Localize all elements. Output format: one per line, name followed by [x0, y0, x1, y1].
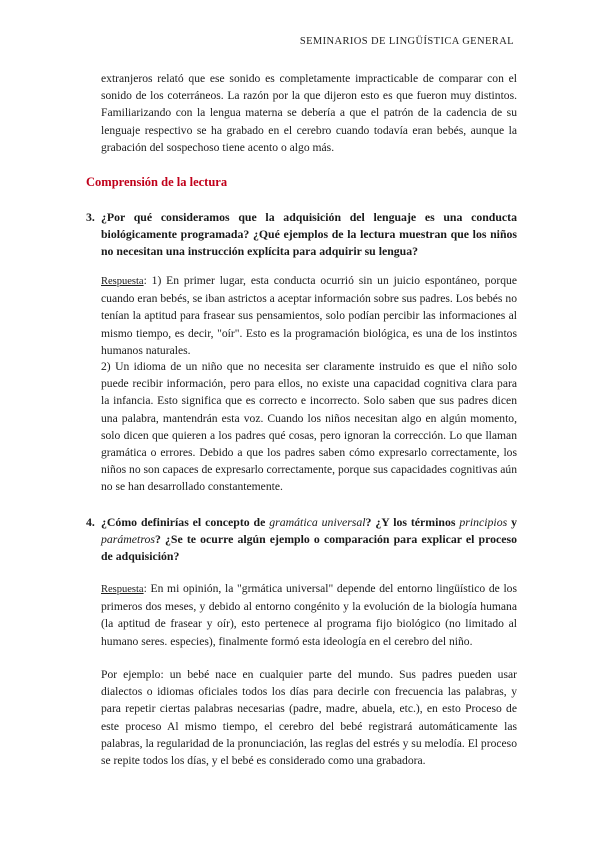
question-text: ¿Cómo definirías el concepto de gramática universal? ¿Y los términos principios y parámetros? ¿Se te ocurre algún ejemplo o comparación para explicar el proceso de adquisición? [101, 515, 517, 563]
intro-paragraph: extranjeros relató que ese sonido es completamente impracticable de comparar con el sonido de los coterráneos. La razón por la que dijeron esto es que fueron muy distintos. Familiarizando con la lengua materna se debería a que el patrón de la cadencia de su lenguaje respectivo se ha grabado en el cerebro cuando todavía eran bebés, aunque la grabación del sospechoso tiene acento o algo más. [101, 72, 517, 154]
answer-4-part-1 [101, 580, 517, 650]
answer-3-part-2: 2) Un idioma de un niño que no necesita ser claramente instruido es que el niño solo puede recibir información, pero para ellos, no existe una capacidad cognitiva clara para la infancia. Esto significa que es correcto e incorrecto. Solo saben que sus padres dicen una palabra, mantendrán esta voz. Cuando los niños necesitan algo en algún momento, solo dicen que quieren a los padres qué cosas, pero ignoran la corrección. Lo que llaman gramática o errores. Debido a que los padres saben cómo expresarlo correctamente, los niños no son capaces de expresarlo correctamente, porque sus capacidades cognitivas aún no se han desarrollado constantemente. [101, 360, 517, 494]
answer-label: Respuesta [101, 584, 144, 595]
page-header: SEMINARIOS DE LINGÜÍSTICA GENERAL [299, 36, 514, 47]
question-4 [86, 514, 517, 565]
question-number: 3. [86, 210, 95, 224]
answer-text: : 1) En primer lugar, esta conducta ocurrió sin un juicio espontáneo, porque cuando eran bebés, se iban astrictos a aceptar información sobre sus padres. Los bebés no tenían la aptitud para frasear sus pensamientos, solo podían percibir las informaciones al mismo tiempo, es decir, "oír". Esto es la programación biológica, es una de los instintos humanos naturales. [101, 274, 517, 357]
section-title: Comprensión de la lectura [86, 175, 228, 189]
term-principles: principios [459, 515, 508, 529]
question-text: ¿Por qué consideramos que la adquisición del lenguaje es una conducta biológicamente programada? ¿Qué ejemplos de la lectura muestran que los niños no necesitan una instrucción explícita para adquirir su lengua? [101, 210, 517, 258]
term-universal-grammar: gramática universal [269, 515, 366, 529]
answer-4-part-2: Por ejemplo: un bebé nace en cualquier parte del mundo. Sus padres pueden usar dialectos o idiomas oficiales todos los días para decirle con frecuencia las palabras, y para repetir ciertas palabras necesarias (padre, madre, abuela, etc.), en esto Proceso de este proceso Al mismo tiempo, el cerebro del bebé registrará automáticamente las palabras, la regularidad de la pronunciación, las reglas del estrés y su melodía. El proceso se repite todos los días, y el bebé es considerado como una grabadora. [101, 668, 517, 768]
answer-3-part-1 [101, 272, 517, 359]
answer-text: : En mi opinión, la "grmática universal" depende del entorno lingüístico de los primeros dos meses, y debido al entorno congénito y la evolución de la biología humana (la aptitud de frasear y oír), esto pertenece al programa fijo biológico (no limitado al humano seres. especies), finalmente formó esta ideología en el cerebro del niño. [101, 582, 517, 648]
question-number: 4. [86, 515, 95, 529]
term-parameters: parámetros [101, 532, 155, 546]
question-3 [86, 209, 517, 260]
answer-label: Respuesta [101, 276, 144, 287]
